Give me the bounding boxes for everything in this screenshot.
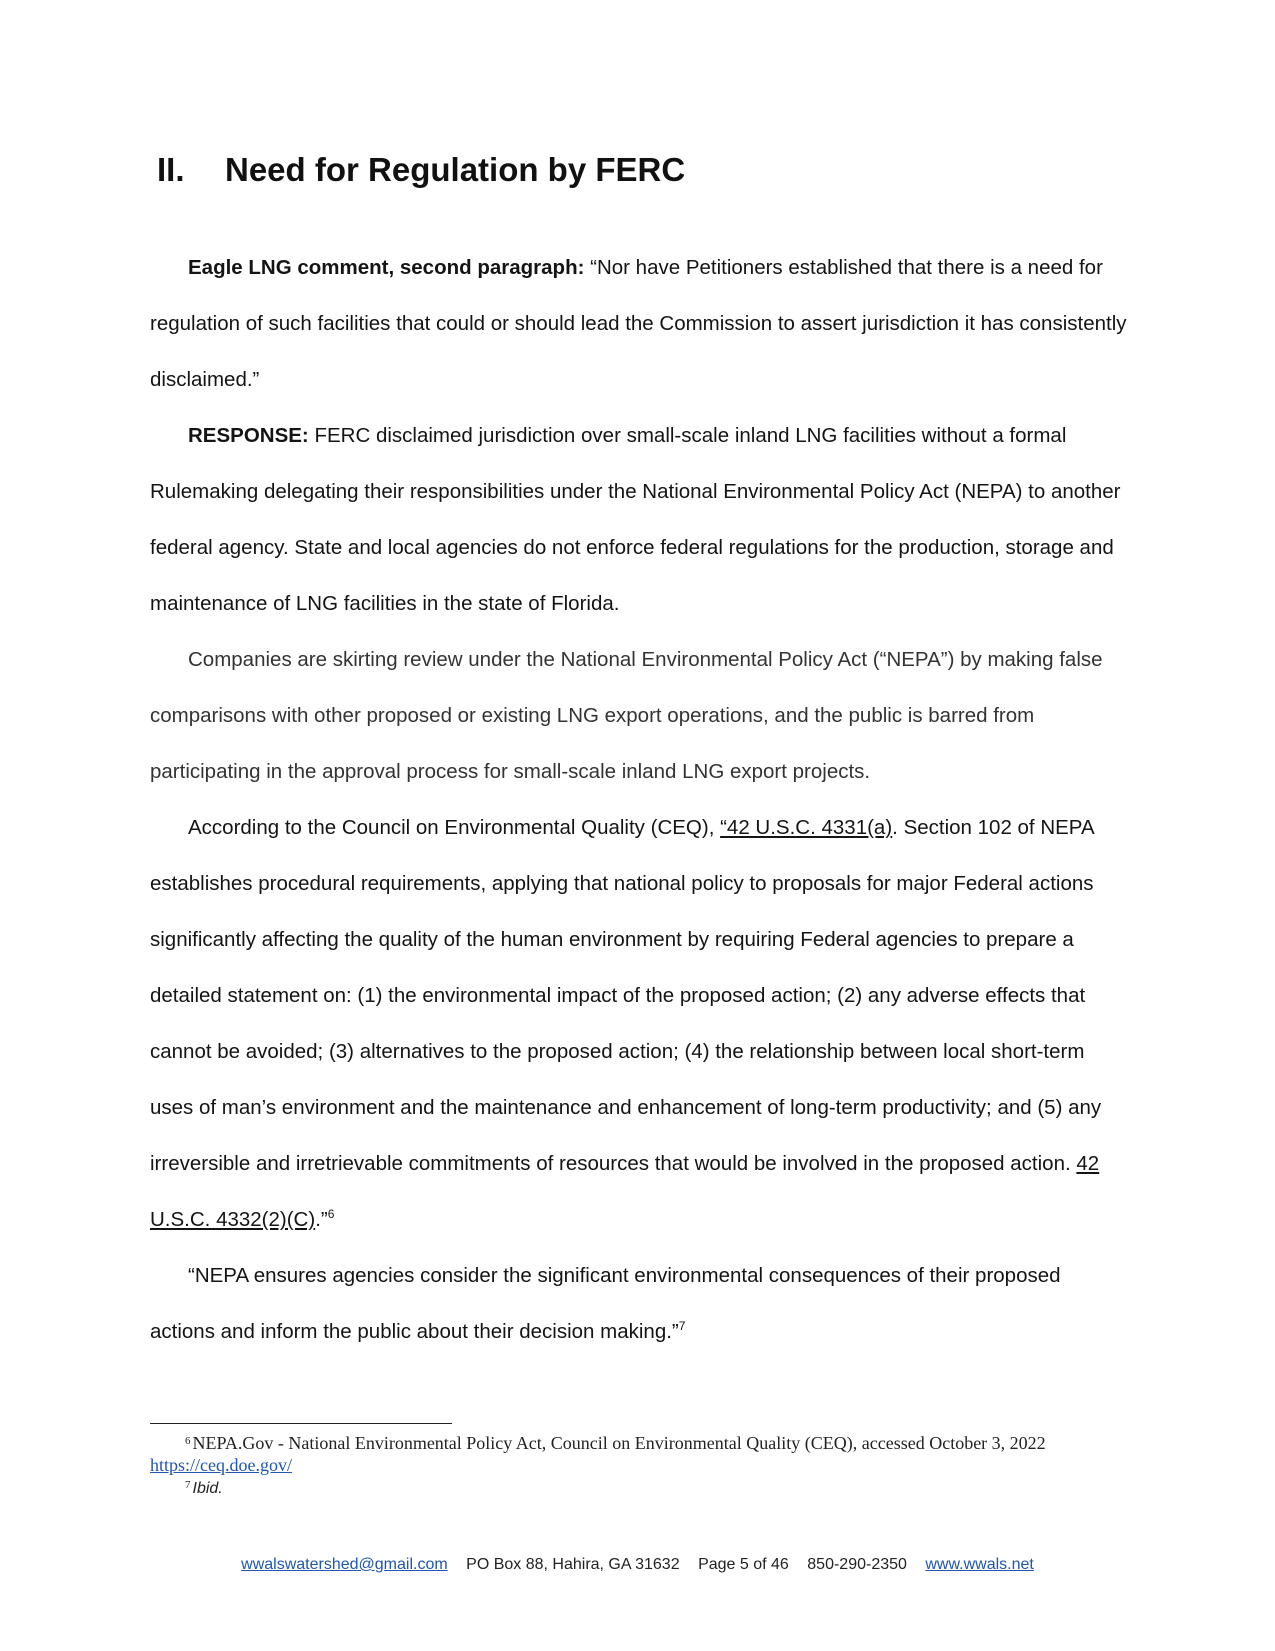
paragraph-eagle-comment [150, 240, 1130, 408]
paragraph-text: According to the Council on Environmental Quality (CEQ), [188, 816, 721, 839]
paragraph-nepa-ensures [150, 1248, 1130, 1360]
footnote-ref-7[interactable]: 7 [678, 1319, 686, 1333]
footer-email-link[interactable]: wwalswatershed@gmail.com [241, 1556, 448, 1573]
footnote-divider [150, 1423, 452, 1424]
citation-link-4331[interactable]: “42 U.S.C. 4331(a) [720, 816, 893, 839]
paragraph-text: Companies are skirting review under the National Environmental Policy Act (“NEPA”) by making false comparisons with other proposed or existing LNG export operations, and the public is barred from participating in the approval process for small-scale inland LNG export projects. [150, 648, 1103, 783]
paragraph-ceq [150, 800, 1130, 1248]
footnote-url-link[interactable]: https://ceq.doe.gov/ [150, 1455, 292, 1475]
footnote-text: NEPA.Gov - National Environmental Policy Act, Council on Environmental Quality (CEQ), accessed October 3, 2022 [192, 1433, 1046, 1453]
footnote-7 [150, 1476, 1150, 1500]
footnote-text: Ibid. [192, 1480, 223, 1497]
paragraph-text: “Nor have Petitioners established that there is a need for regulation of such facilities that could or should lead the Commission to assert jurisdiction it has consistently disclaimed.” [150, 256, 1127, 391]
footnote-6-url-line [150, 1454, 1150, 1476]
paragraph-response [150, 408, 1130, 632]
footer-phone: 850-290-2350 [807, 1556, 907, 1573]
footer-website-link[interactable]: www.wwals.net [925, 1556, 1034, 1573]
footer-page-number: Page 5 of 46 [698, 1556, 789, 1573]
footnote-number: 7 [185, 1479, 191, 1491]
paragraph-label: Eagle LNG comment, second paragraph: [188, 256, 585, 279]
footnote-ref-6[interactable]: 6 [327, 1207, 335, 1221]
section-heading [157, 148, 685, 192]
paragraph-text: . Section 102 of NEPA establishes procedural requirements, applying that national policy to proposals for major Federal actions significantly affecting the quality of the human environment by requiring Federal agencies to prepare a detailed statement on: (1) the environmental impact of the proposed action; (2) any adverse effects that cannot be avoided; (3) alternatives to the proposed action; (4) the relationship between local short-term uses of man’s environment and the maintenance and enhancement of long-term productivity; and (5) any irreversible and irretrievable commitments of resources that would be involved in the proposed action. [150, 816, 1102, 1175]
citation-link-4332[interactable]: 42 U.S.C. 4332(2)(C) [150, 1152, 1100, 1231]
footnote-6 [150, 1432, 1150, 1454]
footnotes [150, 1432, 1150, 1500]
paragraph-label: RESPONSE: [188, 424, 309, 447]
section-number: II. [157, 151, 185, 188]
paragraph-text: “NEPA ensures agencies consider the significant environmental consequences of their proposed actions and inform the public about their decision making.” [150, 1264, 1061, 1343]
paragraph-companies [150, 632, 1130, 800]
paragraph-text: .” [315, 1208, 328, 1231]
page-footer [0, 1556, 1275, 1574]
body-text [150, 240, 1130, 1360]
paragraph-text: FERC disclaimed jurisdiction over small-scale inland LNG facilities without a formal Rulemaking delegating their responsibilities under the National Environmental Policy Act (NEPA) to another federal agency. State and local agencies do not enforce federal regulations for the production, storage and maintenance of LNG facilities in the state of Florida. [150, 424, 1121, 615]
footer-address: PO Box 88, Hahira, GA 31632 [466, 1556, 680, 1573]
section-title: Need for Regulation by FERC [225, 151, 686, 188]
footnote-number: 6 [185, 1435, 191, 1447]
